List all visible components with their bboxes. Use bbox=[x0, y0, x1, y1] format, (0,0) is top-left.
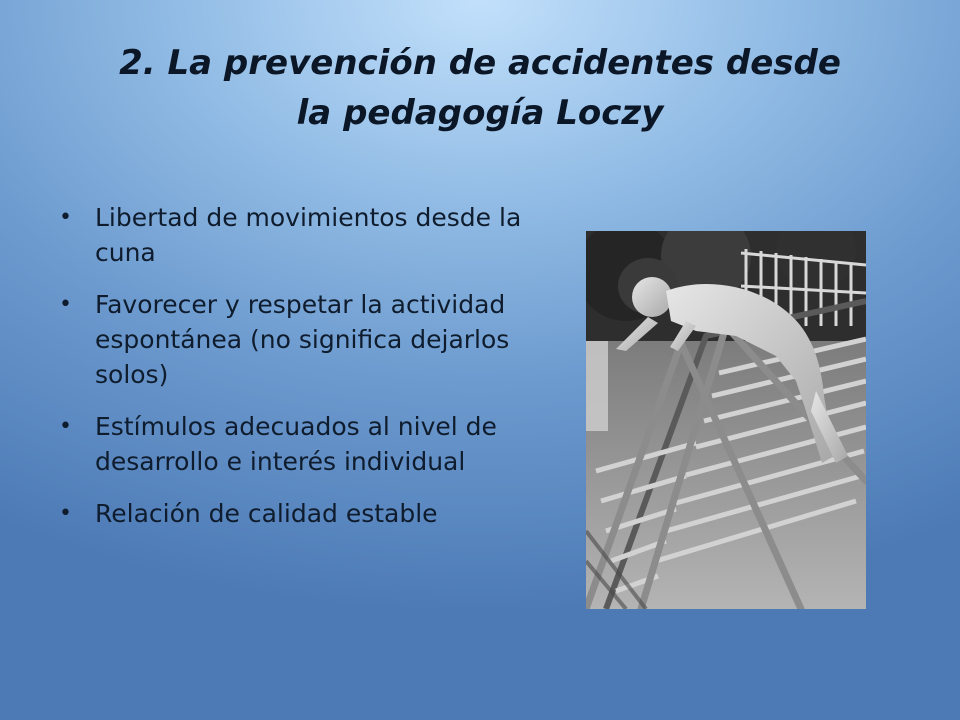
bullet-text: Libertad de movimientos desde la cuna bbox=[95, 203, 522, 267]
title-line-1: 2. La prevención de accidentes desde bbox=[119, 43, 841, 83]
bullet-item bbox=[56, 200, 556, 270]
photo-illustration bbox=[586, 231, 866, 609]
title-line-2: la pedagogía Loczy bbox=[296, 93, 664, 133]
bullet-item bbox=[56, 496, 556, 531]
child-climbing-frame-photo bbox=[586, 231, 866, 609]
bullet-icon: • bbox=[59, 501, 72, 526]
bullet-text: Estímulos adecuados al nivel de desarrollo e interés individual bbox=[95, 412, 497, 476]
bullet-icon: • bbox=[59, 414, 72, 439]
bullet-text: Favorecer y respetar la actividad espontánea (no significa dejarlos solos) bbox=[95, 290, 510, 389]
bullet-icon: • bbox=[59, 292, 72, 317]
bullet-text: Relación de calidad estable bbox=[95, 499, 438, 528]
bullet-list bbox=[56, 200, 556, 548]
slide-title bbox=[40, 38, 920, 138]
bullet-item bbox=[56, 287, 556, 392]
bullet-item bbox=[56, 409, 556, 479]
bullet-icon: • bbox=[59, 205, 72, 230]
